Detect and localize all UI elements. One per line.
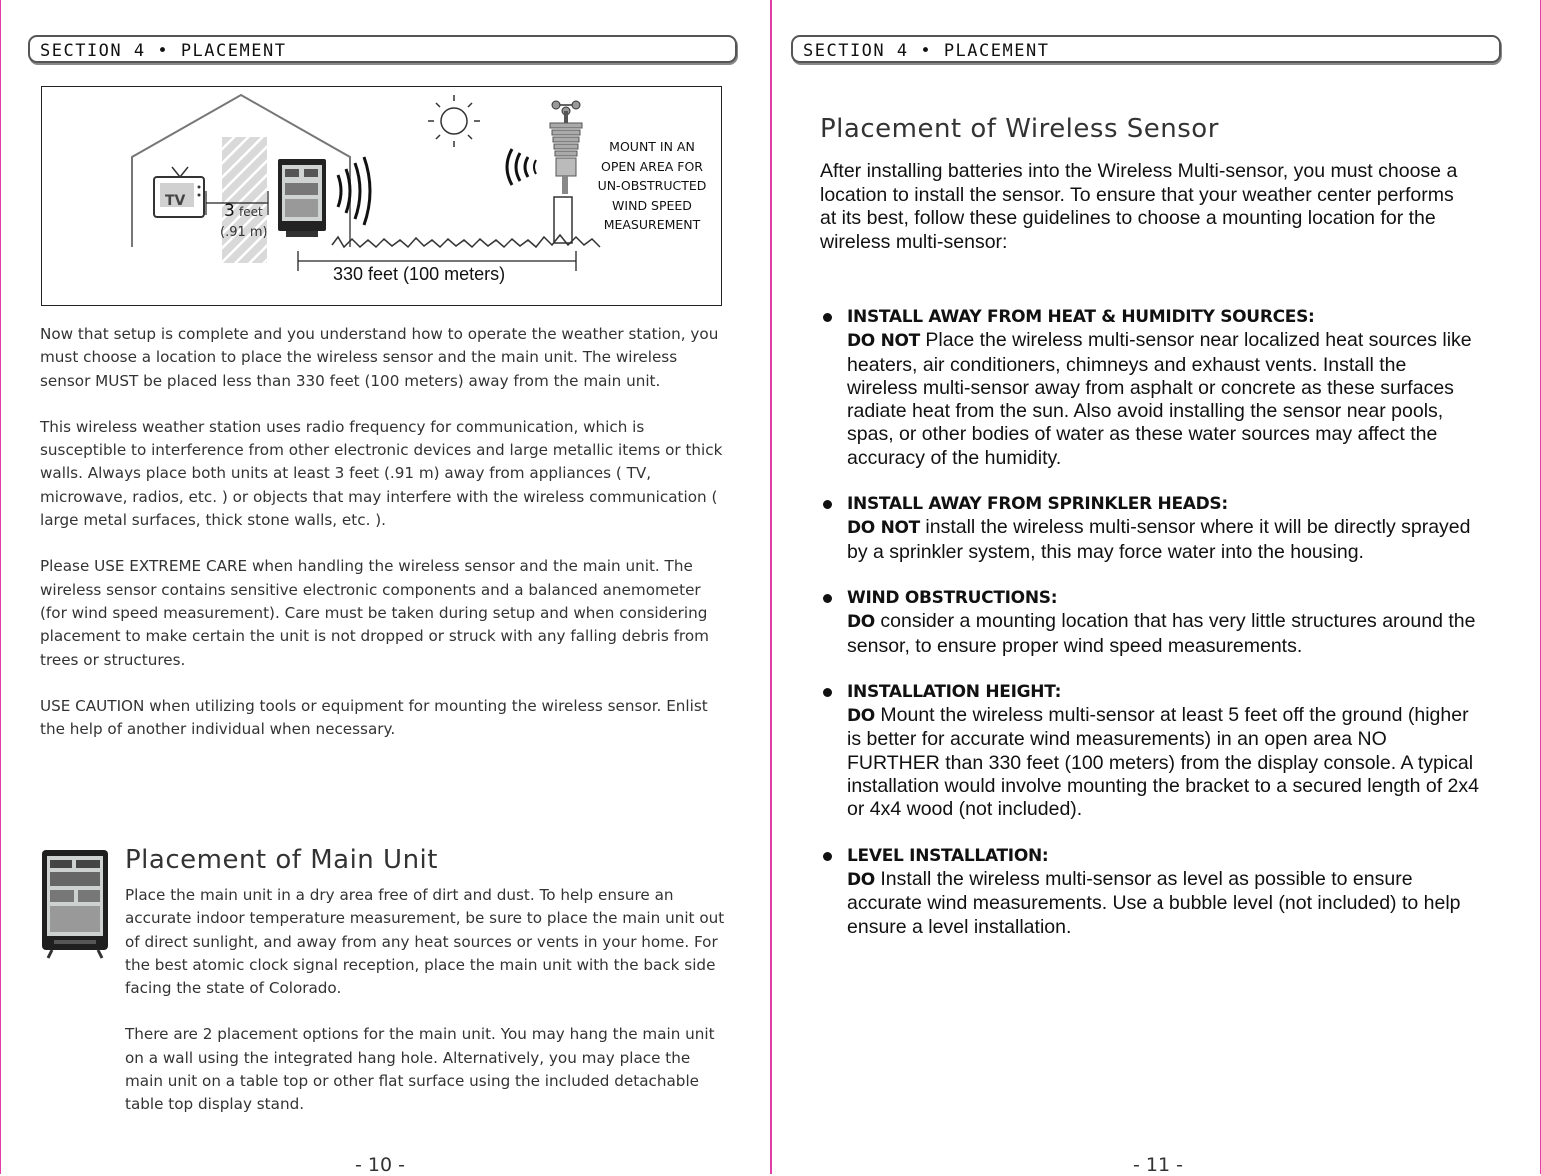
guideline-lead: DO NOT [847,518,920,539]
mount-note [584,137,720,235]
mount-note-line: OPEN AREA FOR [601,158,703,174]
clearance-zone [222,137,267,263]
bullet-icon [823,852,832,861]
guideline-lead: DO [847,612,875,633]
guideline-item [820,681,1480,822]
guideline-lead: DO NOT [847,331,920,352]
paragraph: Please USE EXTREME CARE when handling the wireless sensor and the main unit. The wireless sensor contains sensitive electronic components and a balanced anemometer (for wind speed measurement). Care must be taken during setup and when considering placement to make certain the unit is not dropped or struck with any falling debris from trees or structures. [40,557,709,669]
guideline-text: consider a mounting location that has very little structures around the sensor, to ensure proper wind speed measurements. [847,610,1476,657]
guideline-item [820,587,1480,658]
intro-paragraph: After installing batteries into the Wireless Multi-sensor, you must choose a location to install the sensor. To ensure that your weather center performs at its best, follow these guidelines to choose a mounting location for the wireless multi-sensor: [820,160,1458,253]
guideline-lead: DO [847,869,875,890]
tv-label: TV [165,193,186,209]
paragraph: There are 2 placement options for the main unit. You may hang the main unit on a wall using the integrated hang hole. Alternatively, you may place the main unit on a table top or other flat surface using the included detachable table top display stand. [125,1025,715,1114]
guideline-item [820,306,1480,470]
guideline-title: INSTALL AWAY FROM SPRINKLER HEADS: [847,494,1228,515]
left-section-header-text: SECTION 4 • PLACEMENT [40,41,287,61]
paragraph: Now that setup is complete and you understand how to operate the weather station, you must choose a location to place the wireless sensor and the main unit. The wireless sensor MUST be placed less than 330 feet (100 meters) away from the main unit. [40,325,719,390]
guideline-text: Mount the wireless multi-sensor at least 5 feet off the ground (higher is better for accurate wind measurements) in an open area NO FURTHER than 330 feet (100 meters) from the display console. A typical installation would involve mounting the bracket to a secured length of 2x4 or 4x4 wood (not included). [847,704,1479,821]
page-number-right: - 11 - [1133,1154,1183,1176]
bullet-icon [823,688,832,697]
distance-metric: (.91 m) [220,225,268,240]
paragraph: This wireless weather station uses radio frequency for communication, which is susceptible to interference from other electronic devices and large metallic items or thick walls. Always place both units at least 3 feet (.91 m) away from appliances ( TV, microwave, radios, etc. ) or objects that may interfere with the wireless communication ( large metal surfaces, thick stone walls, etc. ). [40,417,723,530]
display-console-icon [278,159,326,237]
main-unit-icon [40,848,112,960]
guideline-title: INSTALLATION HEIGHT: [847,681,1062,702]
bullet-icon [823,594,832,603]
guideline-text: Install the wireless multi-sensor as level as possible to ensure accurate wind measurements. Use a bubble level (not included) to help ensure a level installation. [847,867,1461,938]
sun-icon [428,95,480,147]
guideline-lead: DO [847,706,875,727]
page-number-left: - 10 - [355,1154,405,1176]
mount-note-line: MOUNT IN AN [609,139,695,154]
bullet-icon [823,313,832,322]
wireless-sensor-heading: Placement of Wireless Sensor [820,114,1219,144]
mount-note-line: UN-OBSTRUCTED [597,178,707,193]
guideline-title: LEVEL INSTALLATION: [847,845,1049,866]
page-border-left [0,0,1,1174]
guideline-item [820,845,1480,939]
distance-unit: feet [239,205,263,219]
left-section-header [28,35,737,63]
page-divider [770,0,772,1174]
guideline-text: install the wireless multi-sensor where it will be directly sprayed by a sprinkler system, this may force water into the housing. [847,516,1471,563]
wireless-sensor-icon [550,101,582,243]
main-unit-paragraphs [125,884,725,1117]
paragraph: Place the main unit in a dry area free of dirt and dust. To help ensure an accurate indoor temperature measurement, be sure to place the main unit out of direct sunlight, and away from any heat sources or vents in your home. For the best atomic clock signal reception, place the main unit with the back side facing the state of Colorado. [125,886,725,998]
range-label: 330 feet (100 meters) [333,264,506,284]
guideline-text: Place the wireless multi-sensor near localized heat sources like heaters, air conditioners, chimneys and exhaust vents. Install the wireless multi-sensor away from asphalt or concrete as these surfaces radiate heat from the sun. Also avoid installing the sensor near pools, spas, or other bodies of water as these water sources may affect the accuracy of the humidity. [847,329,1472,469]
right-section-header [791,35,1501,63]
left-body-paragraphs [40,323,730,741]
guideline-title: WIND OBSTRUCTIONS: [847,587,1058,608]
guidelines-list [820,306,1480,939]
right-section-header-text: SECTION 4 • PLACEMENT [803,41,1050,61]
main-unit-heading: Placement of Main Unit [125,845,438,875]
guideline-title: INSTALL AWAY FROM HEAT & HUMIDITY SOURCES: [847,307,1315,327]
bullet-icon [823,500,832,509]
paragraph: USE CAUTION when utilizing tools or equipment for mounting the wireless sensor. Enlist the help of another individual when necessary. [40,696,708,739]
placement-diagram [41,86,722,306]
distance-value: 3 [224,201,235,221]
mount-note-line: WIND SPEED [612,197,692,213]
tv-icon [154,167,204,217]
mount-note-line: MEASUREMENT [603,217,701,232]
guideline-item [820,493,1480,564]
